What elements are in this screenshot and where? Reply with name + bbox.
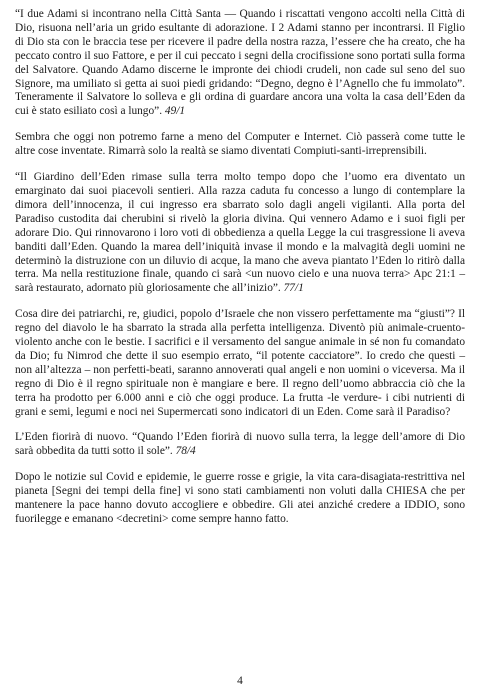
paragraph-computer-internet <box>15 131 465 159</box>
paragraph-garden-of-eden <box>15 171 465 296</box>
paragraph-text: L’Eden fiorirà di nuovo. “Quando l’Eden fiorirà di nuovo sulla terra, la legge dell’amore di Dio sarà obbedita da tutti sotto il sole”. <box>15 431 465 458</box>
paragraph-covid-news <box>15 471 465 527</box>
paragraph-text: “Il Giardino dell’Eden rimase sulla terra molto tempo dopo che l’uomo era diventato un emarginato dai suoi piacevoli sentieri. Alla razza caduta fu concesso a lungo di contemplare la dimora dell’innocenza, il cui ingresso era sbarrato solo dagli angeli vigilanti. Alla porta del Paradiso custodita dai cherubini si rivelò la gloria divina. Qui vennero Adamo e i suoi figli per adorare Dio. Qui rinnovarono i loro voti di obbedienza a quella Legge la cui trasgressione li aveva banditi dall’Eden. Quando la marea dell’iniquità invase il mondo e la malvagità degli uomini ne determinò la distruzione con un diluvio di acque, la mano che aveva piantato l’Eden lo ritirò dalla terra. Ma nella restituzione finale, quando ci sarà <un nuovo cielo e una nuova terra> Apc 21:1 – sarà restaurato, adornato più gloriosamente che all’inizio”. <box>15 171 465 295</box>
paragraph-two-adams <box>15 8 465 119</box>
paragraph-text: Sembra che oggi non potremo farne a meno del Computer e Internet. Ciò passerà come tutte le altre cose inventate. Rimarrà solo la realtà se siamo diventati Compiuti-santi-irreprensibili. <box>15 131 465 158</box>
paragraph-text: “I due Adami si incontrano nella Città Santa — Quando i riscattati vengono accolti nella Città di Dio, risuona nell’aria un grido esultante di adorazione. I 2 Adami stanno per incontrarsi. Il Figlio di Dio sta con le braccia tese per ricevere il padre della nostra razza, l’essere che ha creato, che ha peccato contro il suo Fattore, e per il cui peccato i segni della crocifissione sono portati sulla forma del Salvatore. Quando Adamo discerne le impronte dei chiodi crudeli, non cade sul seno del suo Signore, ma umiliato si getta ai suoi piedi gridando: “Degno, degno è l’Agnello che fu immolato”. Teneramente il Salvatore lo solleva e gli ordina di guardare ancora una volta la casa dell’Eden da cui è stato esiliato così a lungo”. <box>15 8 465 118</box>
paragraph-eden-blooms <box>15 431 465 459</box>
page-reference: 77/1 <box>283 282 304 295</box>
paragraph-patriarchs <box>15 308 465 419</box>
paragraph-text: Dopo le notizie sul Covid e epidemie, le guerre rosse e grigie, la vita cara-disagiata-restrittiva nel pianeta [Segni dei tempi della fine] vi sono stati cambiamenti non voluti dalla CHIESA che per mantenere la pace hanno dovuto accogliere e obbedire. Gli atei anziché credere a IDDIO, sono fuorilegge e emanano <decretini> come sempre hanno fatto. <box>15 471 465 525</box>
page-number: 4 <box>237 675 243 687</box>
page-reference: 49/1 <box>164 105 186 118</box>
page-reference: 78/4 <box>175 445 196 458</box>
paragraph-text: Cosa dire dei patriarchi, re, giudici, popolo d’Israele che non vissero perfettamente ma “giusti”? Il regno del diavolo le ha sbarrato la strada alla perfetta intelligenza. Diventò più animale-cruento-violento anche con le bestie. I sacrifici e il versamento del sangue animale in sé non fu comandato da Dio; fu Nimrod che dette il suo esempio errato, “il potente cacciatore”. Io credo che questi – non all’altezza – non perfetti-beati, saranno annoverati qual angeli e non uomini o viceversa. Ma il regno di Dio è il regno spirituale non è mangiare e bere. Il regno dell’uomo abbraccia ciò che la terra ha prodotto per 6.000 anni e ciò che oggi produce. La frutta -le verdure- i cibi nutrienti di grani e semi, legumi e noci nei Supermercati sono indicatori di un Eden. Come sarà il Paradiso? <box>15 308 465 418</box>
